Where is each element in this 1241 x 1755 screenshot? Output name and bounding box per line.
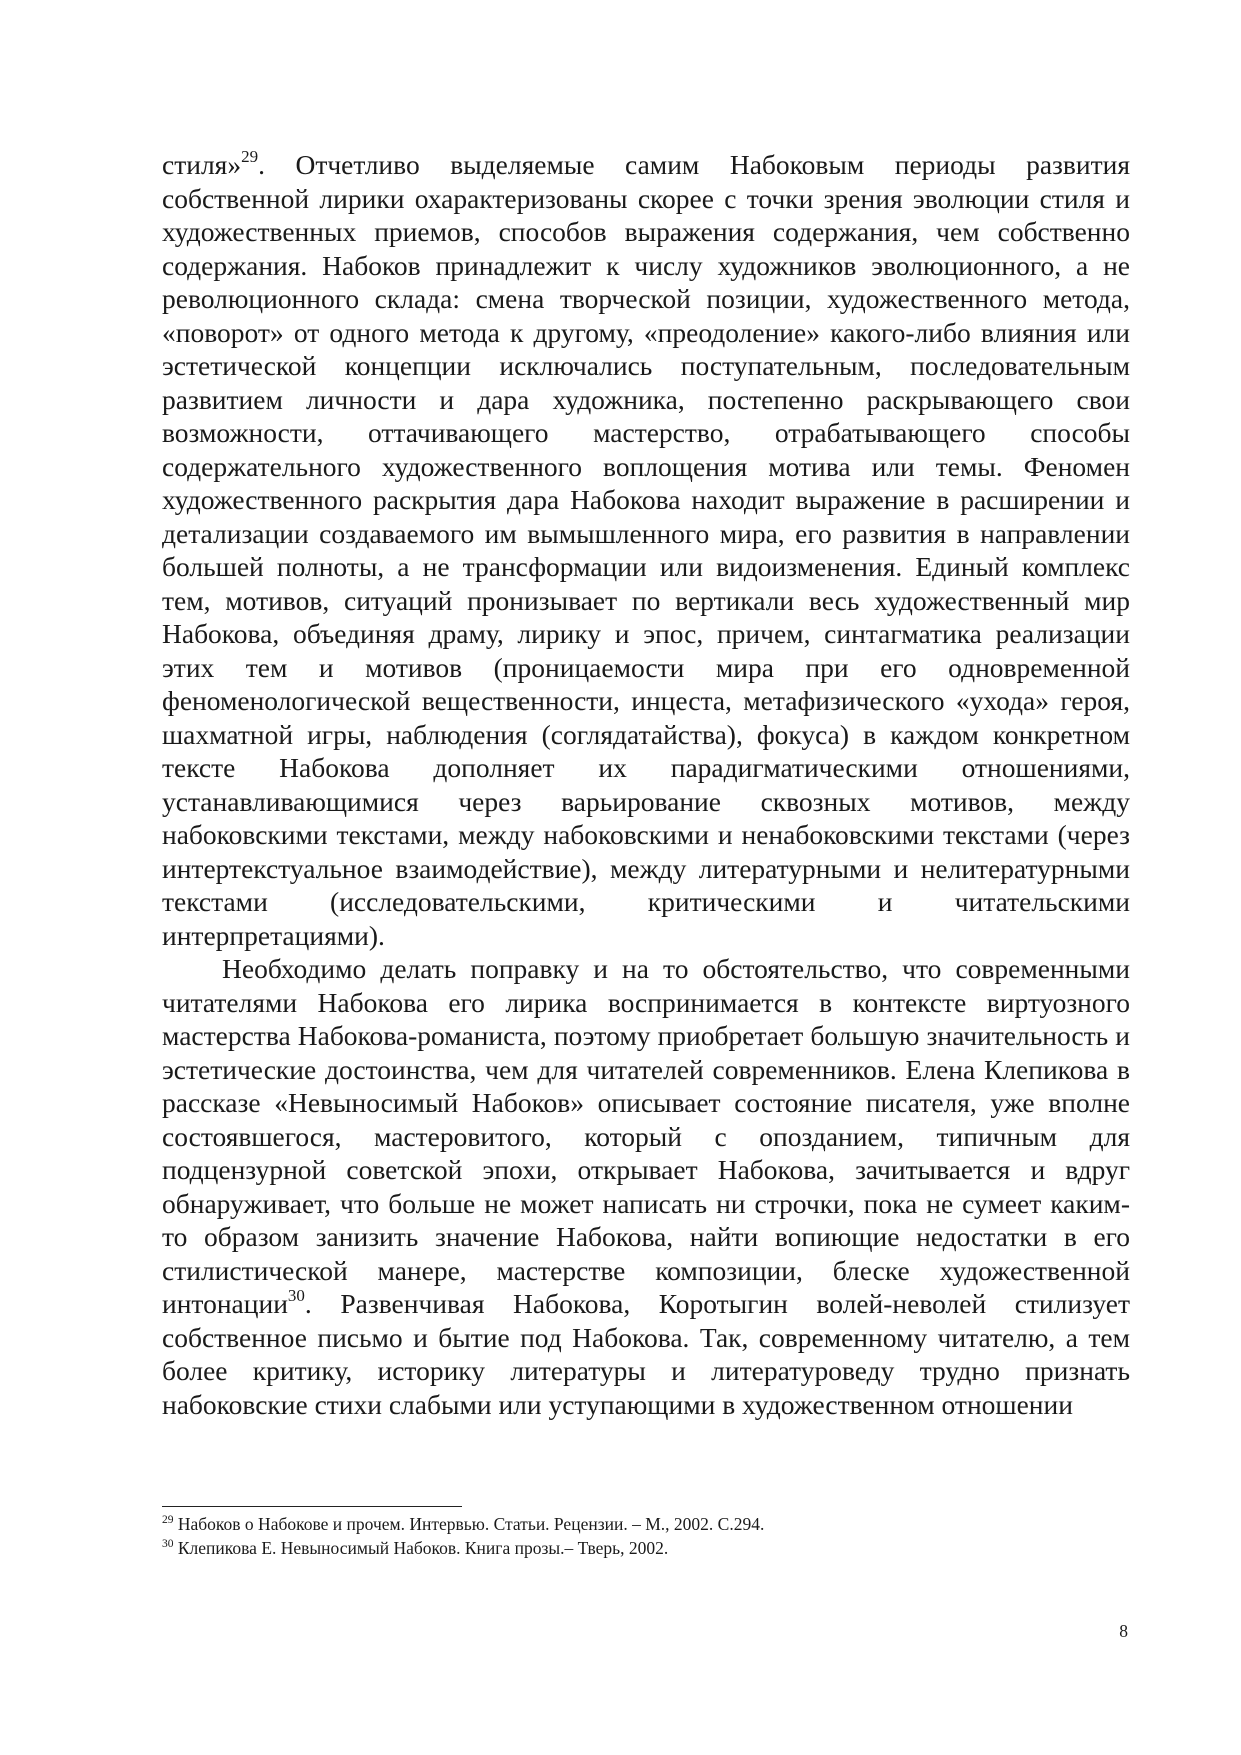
footnote-ref-30: 30 — [287, 1286, 305, 1305]
paragraph-1-lead: стиля» — [162, 149, 242, 180]
footnote-number: 30 — [162, 1538, 174, 1550]
footnote-text: Набоков о Набокове и прочем. Интервью. Статьи. Рецензии. – М., 2002. С.294. — [173, 1514, 765, 1534]
main-text — [162, 148, 1130, 1421]
footnote-ref-29: 29 — [241, 147, 259, 166]
footnote-separator — [162, 1506, 462, 1507]
paragraph-1 — [162, 148, 1130, 952]
footnote-text: Клепикова Е. Невыносимый Набоков. Книга прозы.– Тверь, 2002. — [173, 1538, 669, 1558]
footnotes — [162, 1512, 1130, 1560]
footnote-30 — [162, 1536, 1130, 1560]
footnote-number: 29 — [162, 1514, 174, 1526]
paragraph-2-body-before: Необходимо делать поправку и на то обстоятельство, что современными читателями Набокова его лирика воспринимается в контексте виртуозного мастерства Набокова-романиста, поэтому приобретает большую значительность и эстетические достоинства, чем для читателей современников. Елена Клепикова в рассказе «Невыносимый Набоков» описывает состояние писателя, уже вполне состоявшегося, мастеровитого, который с опозданием, типичным для подцензурной советской эпохи, открывает Набокова, зачитывается и вдруг обнаруживает, что больше не может написать ни строчки, пока не сумеет каким-то образом занизить значение Набокова, найти вопиющие недостатки в его стилистической манере, мастерстве композиции, блеске художественной интонации — [162, 953, 1130, 1319]
paragraph-2-body-after: . Развенчивая Набокова, Коротыгин волей-неволей стилизует собственное письмо и бытие под Набокова. Так, современному читателю, а тем более критику, историку литературы и литературоведу трудно признать набоковские стихи слабыми или уступающими в художественном отношении — [162, 1288, 1130, 1420]
paragraph-2 — [162, 952, 1130, 1421]
paragraph-1-body: . Отчетливо выделяемые самим Набоковым периоды развития собственной лирики охарактеризованы скорее с точки зрения эволюции стиля и художественных приемов, способов выражения содержания, чем собственно содержания. Набоков принадлежит к числу художников эволюционного, а не революционного склада: смена творческой позиции, художественного метода, «поворот» от одного метода к другому, «преодоление» какого-либо влияния или эстетической концепции исключались поступательным, последовательным развитием личности и дара художника, постепенно раскрывающего свои возможности, оттачивающего мастерство, отрабатывающего способы содержательного художественного воплощения мотива или темы. Феномен художественного раскрытия дара Набокова находит выражение в расширении и детализации создаваемого им вымышленного мира, его развития в направлении большей полноты, а не трансформации или видоизменения. Единый комплекс тем, мотивов, ситуаций пронизывает по вертикали весь художественный мир Набокова, объединяя драму, лирику и эпос, причем, синтагматика реализации этих тем и мотивов (проницаемости мира при его одновременной феноменологической вещественности, инцеста, метафизического «ухода» героя, шахматной игры, наблюдения (соглядатайства), фокуса) в каждом конкретном тексте Набокова дополняет их парадигматическими отношениями, устанавливающимися через варьирование сквозных мотивов, между набоковскими текстами, между набоковскими и ненабоковскими текстами (через интертекстуальное взаимодействие), между литературными и нелитературными текстами (исследовательскими, критическими и читательскими интерпретациями). — [162, 149, 1130, 951]
footnote-29 — [162, 1512, 1130, 1536]
page-number: 8 — [1119, 1621, 1128, 1641]
